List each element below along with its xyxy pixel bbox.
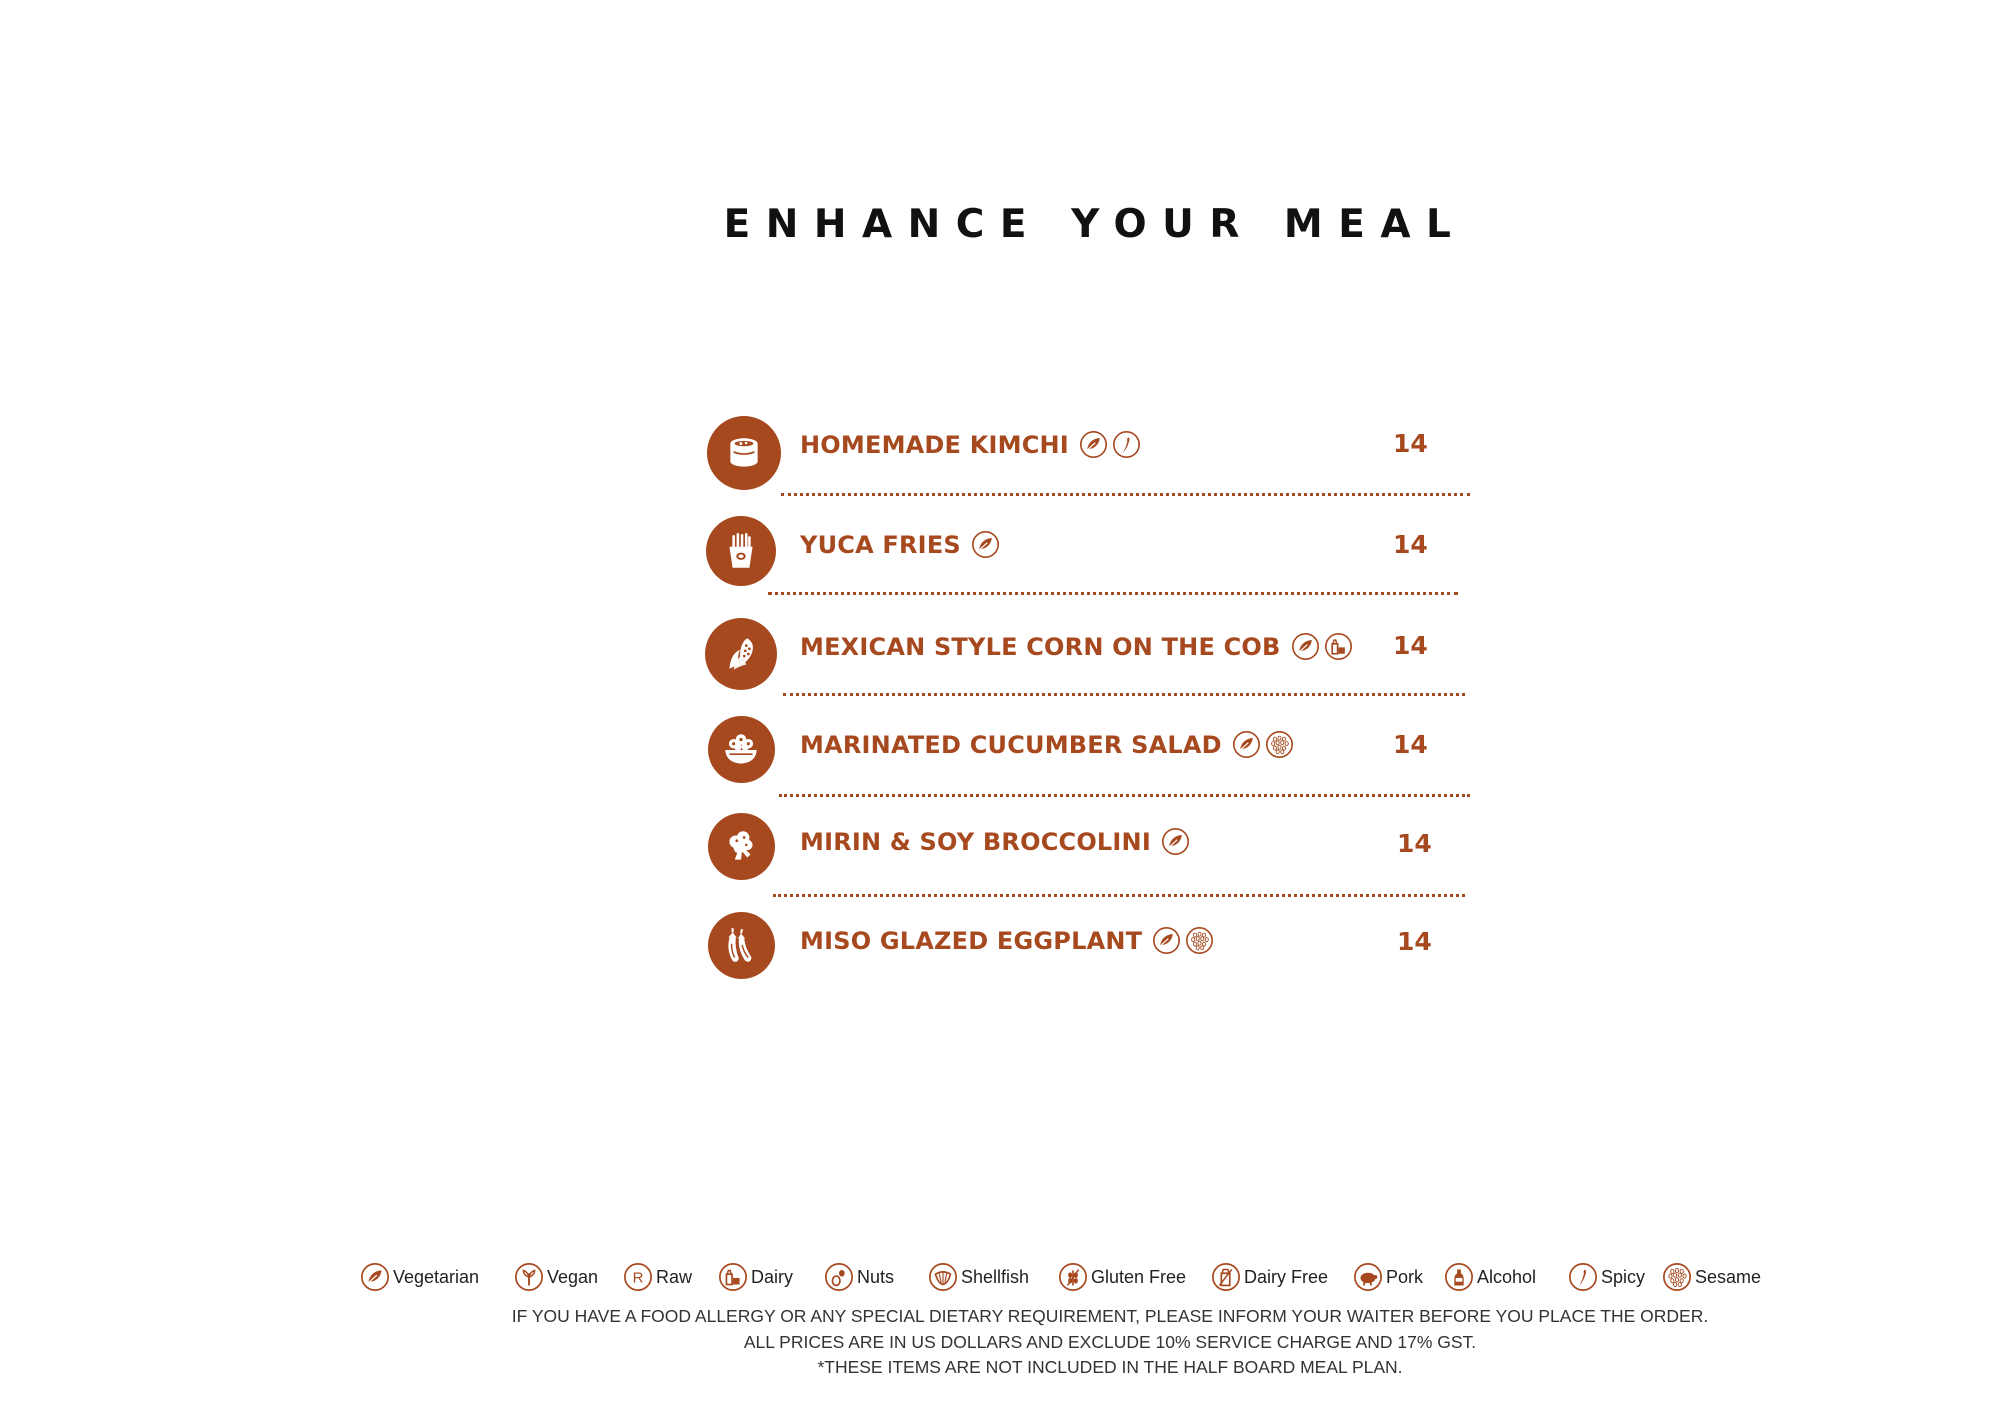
vegetarian-icon [1152, 926, 1181, 955]
legend-dairy [718, 1262, 793, 1292]
dotted-divider [781, 493, 1470, 496]
dotted-divider [768, 592, 1458, 595]
legend-vegetarian [360, 1262, 479, 1292]
legend-sesame [1662, 1262, 1761, 1292]
item-name: MARINATED CUCUMBER SALAD [800, 730, 1222, 759]
raw-icon [623, 1262, 653, 1292]
item-name: YUCA FRIES [800, 530, 961, 559]
legend-label: Sesame [1695, 1266, 1762, 1287]
legend-label: Alcohol [1477, 1266, 1537, 1287]
vegetarian-icon [1161, 827, 1190, 856]
sesame-icon [1185, 926, 1214, 955]
legend-gluten-free [1058, 1262, 1186, 1292]
item-name: MISO GLAZED EGGPLANT [800, 926, 1143, 955]
menu-item [800, 926, 1214, 955]
dotted-divider [779, 794, 1470, 797]
legend-label: Spicy [1601, 1266, 1646, 1287]
meal-plan-note: *THESE ITEMS ARE NOT INCLUDED IN THE HALF BOARD MEAL PLAN. [817, 1357, 1403, 1377]
legend-label: Gluten Free [1091, 1266, 1187, 1287]
alcohol-icon [1444, 1262, 1474, 1292]
fries-icon [706, 516, 776, 586]
vegetarian-icon [1232, 730, 1261, 759]
gluten-free-icon [1058, 1262, 1088, 1292]
vegetarian-icon [360, 1262, 390, 1292]
footer-notes [0, 1304, 2000, 1381]
legend-alcohol [1444, 1262, 1536, 1292]
item-name: MEXICAN STYLE CORN ON THE COB [800, 632, 1281, 661]
kimchi-jar-icon [707, 416, 781, 490]
legend-label: Pork [1386, 1266, 1424, 1287]
legend-label: Dairy Free [1244, 1266, 1329, 1287]
dairy-icon [718, 1262, 748, 1292]
item-price: 14 [1393, 429, 1428, 458]
price-note: ALL PRICES ARE IN US DOLLARS AND EXCLUDE 10% SERVICE CHARGE AND 17% GST. [743, 1331, 1477, 1352]
item-price: 14 [1393, 631, 1428, 660]
legend-label: Vegan [547, 1266, 599, 1287]
item-price: 14 [1397, 927, 1432, 956]
legend-label: Nuts [857, 1266, 895, 1287]
menu-item [800, 530, 1000, 559]
legend-pork [1353, 1262, 1423, 1292]
legend-nuts [824, 1262, 894, 1292]
vegetarian-icon [1291, 632, 1320, 661]
vegetarian-icon [1079, 430, 1108, 459]
item-price: 14 [1393, 730, 1428, 759]
sesame-icon [1265, 730, 1294, 759]
broccoli-icon [708, 813, 775, 880]
corn-icon [705, 618, 777, 690]
vegan-icon [514, 1262, 544, 1292]
salad-bowl-icon [708, 716, 775, 783]
legend-label: Dairy [751, 1266, 794, 1287]
dairy-free-icon [1211, 1262, 1241, 1292]
pork-icon [1353, 1262, 1383, 1292]
menu-item [800, 730, 1294, 759]
allergy-note: IF YOU HAVE A FOOD ALLERGY OR ANY SPECIAL DIETARY REQUIREMENT, PLEASE INFORM YOUR WAITER BEFORE YOU PLACE THE ORDER. [511, 1306, 1709, 1326]
item-price: 14 [1393, 530, 1428, 559]
legend-dairy-free [1211, 1262, 1328, 1292]
page-title: ENHANCE YOUR MEAL [723, 202, 1467, 247]
legend-shellfish [928, 1262, 1029, 1292]
legend-label: Shellfish [961, 1266, 1030, 1287]
menu-item [800, 430, 1141, 459]
nuts-icon [824, 1262, 854, 1292]
shellfish-icon [928, 1262, 958, 1292]
eggplant-icon [708, 912, 775, 979]
dairy-icon [1324, 632, 1353, 661]
dietary-legend [360, 1262, 1820, 1298]
item-name: MIRIN & SOY BROCCOLINI [800, 827, 1151, 856]
legend-spicy [1568, 1262, 1645, 1292]
menu-item [800, 827, 1190, 856]
spicy-icon [1112, 430, 1141, 459]
item-price: 14 [1397, 829, 1432, 858]
menu-item [800, 632, 1353, 661]
legend-vegan [514, 1262, 598, 1292]
spicy-icon [1568, 1262, 1598, 1292]
dotted-divider [783, 693, 1465, 696]
dotted-divider [773, 894, 1465, 897]
svg-text:R: R [632, 1269, 644, 1287]
sesame-icon [1662, 1262, 1692, 1292]
legend-raw [623, 1262, 692, 1292]
vegetarian-icon [971, 530, 1000, 559]
item-name: HOMEMADE KIMCHI [800, 430, 1069, 459]
legend-label: Vegetarian [393, 1266, 480, 1287]
legend-label: Raw [656, 1266, 693, 1287]
